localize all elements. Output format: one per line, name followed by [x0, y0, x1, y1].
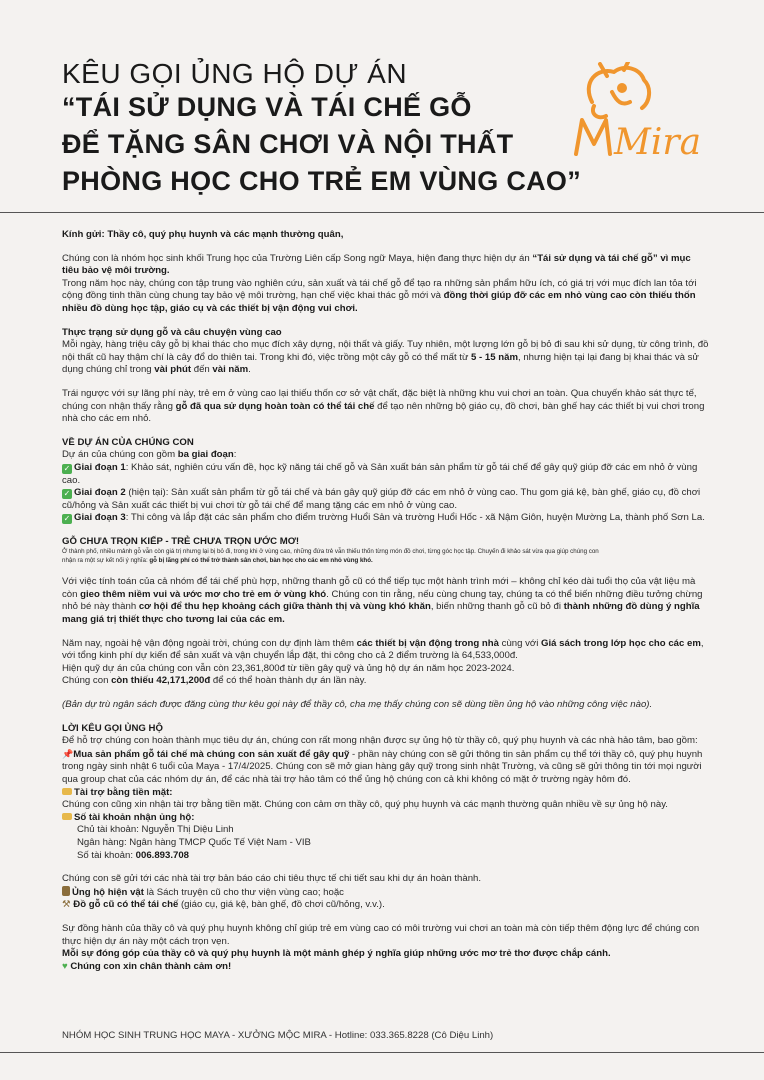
closing-1: Sự đồng hành của thầy cô và quý phụ huynh không chỉ giúp trẻ em vùng cao có môi trường vui chơi an toàn mà còn tiếp thêm động lực để chúng con thực hiện dự án này một cách trọn vẹn.	[62, 922, 700, 947]
status-title: Thực trạng sử dụng gỗ và câu chuyện vùng cao	[62, 326, 282, 338]
footer-contact: NHÓM HỌC SINH TRUNG HỌC MAYA - XƯỞNG MỘC MIRA - Hotline: 033.365.8228 (Cô Diệu Linh)	[62, 1030, 494, 1041]
wood-paragraph: Với việc tính toán của cả nhóm để tái chế phù hợp, những thanh gỗ cũ có thể tiếp tục một hành trình mới – không chỉ kéo dài tuổi thọ của vật liệu mà còn gieo thêm niềm vui và ước mơ cho trẻ em ở vùng khó. Chúng con tin rằng, nếu cùng chung tay, chúng ta có thể biến những điều tưởng chừng nhỏ bé này thành cơ hội để thu hẹp khoảng cách giữa thành thị và vùng khó khăn, biến những thanh gỗ cũ bỏ đi thành những đồ dùng ý nghĩa mang giá trị thiết thực cho tương lai của các em.	[62, 576, 703, 626]
header-title-line3: ĐỂ TẶNG SÂN CHƠI VÀ NỘI THẤT	[62, 129, 514, 159]
header-divider	[0, 212, 764, 213]
budget-paragraph-2: Hiện quỹ dự án của chúng con vẫn còn 23,361,800đ từ tiền gây quỹ và ủng hộ dự án năm học 2023-2024.	[62, 662, 515, 674]
appeal-money-title: Tài trợ bằng tiền mặt:	[62, 787, 710, 800]
header-title-line1: KÊU GỌI ỦNG HỘ DỰ ÁN	[62, 58, 408, 89]
appeal-kind: Ủng hộ hiện vật là Sách truyện cũ cho thư viện vùng cao; hoặc	[62, 886, 710, 900]
letter-body	[62, 229, 710, 973]
phase-3: ✓ Giai đoạn 3: Thi công và lắp đặt các sản phẩm cho điểm trường Huổi Sản và trường Huổi Hốc - xã Nậm Giôn, huyện Mường La, thành phố Sơn La.	[63, 512, 705, 524]
report-note: Chúng con sẽ gửi tới các nhà tài trợ bản báo cáo chi tiêu thực tế chi tiết sau khi dự án hoàn thành.	[62, 873, 482, 885]
check-icon: ✓	[63, 489, 71, 499]
intro-paragraph-2: Trong năm học này, chúng con tập trung vào nghiên cứu, sản xuất và tái chế gỗ để tạo ra những sản phẩm hữu ích, có giá trị với mục đích lan tỏa tới cộng đồng tinh thần cùng chung tay bảo vệ môi trường, hạn chế việc khai thác gỗ mới và đồng thời giúp đỡ các em nhỏ vùng cao còn thiếu thốn nhiều đồ dùng học tập, giáo cụ và các thiết bị vận động vui chơi.	[62, 277, 697, 314]
appeal-intro: Để hỗ trợ chúng con hoàn thành mục tiêu dự án, chúng con rất mong nhận được sự ủng hộ từ thầy cô, quý phụ huynh và các nhà hảo tâm, bao gồm:	[62, 735, 698, 747]
phase-2: ✓ Giai đoạn 2 (hiện tại): Sản xuất sản phẩm từ gỗ tái chế và bán gây quỹ giúp đỡ các em nhỏ ở vùng cao. Thu gom giá kệ, bàn ghế, giáo cụ, đồ chơi cũ/hỏng và Sản xuất các thiết bị vui chơi từ gỗ tái chế để mang tặng các em nhỏ ở vùng cao.	[62, 487, 701, 511]
intro-paragraph-1: Chúng con là nhóm học sinh khối Trung học của Trường Liên cấp Song ngữ Maya, hiện đang thực hiện dự án “Tái sử dụng và tái chế gỗ” vì mục tiêu bảo vệ môi trường.	[62, 252, 691, 277]
book-icon	[62, 886, 70, 896]
status-paragraph-1: Mỗi ngày, hàng triệu cây gỗ bị khai thác cho mục đích xây dựng, nội thất và giấy. Tuy nhiên, một lượng lớn gỗ bị bỏ đi sau khi sử dụng, từ công trình, đồ nội thất cũ hay thậm chí là cây đổ do thiên tai. Trong khi đó, việc trồng một cây gỗ có thể mất từ 5 - 15 năm, nhưng hiện tại lại đang bị khai thác và sử dụng chúng chỉ trong vài phút đến vài năm.	[62, 339, 709, 376]
thanks: ♥ Chúng con xin chân thành cảm ơn!	[62, 960, 232, 972]
mira-logo	[552, 62, 702, 172]
wood-tiny-line-1: Ở thành phố, nhiều mảnh gỗ vẫn còn giá trị nhưng lại bị bỏ đi, trong khi ở vùng cao, những đứa trẻ vẫn thiếu thốn từng món đồ chơi, từng góc học tập. Chuyến đi khảo sát vừa qua giúp chúng con	[62, 548, 599, 556]
header-title-line4: PHÒNG HỌC CHO TRẺ EM VÙNG CAO”	[62, 166, 582, 196]
appeal-wood: ⚒ Đồ gỗ cũ có thể tái chế (giáo cụ, giá kệ, bàn ghế, đồ chơi cũ/hỏng, v.v.).	[62, 899, 385, 911]
letter-header	[0, 0, 764, 212]
account-holder: Chủ tài khoản: Nguyễn Thị Diệu Linh	[77, 824, 234, 836]
status-paragraph-2: Trái ngược với sự lãng phí này, trẻ em ở vùng cao lại thiếu thốn cơ sở vật chất, đặc biệt là những khu vui chơi an toàn. Qua chuyến khảo sát thực tế, chúng con nhận thấy rằng gỗ đã qua sử dụng hoàn toàn có thể tái chế để tạo nên những bộ giáo cụ, đồ chơi, bàn ghế hay các thiết bị vui chơi trong nhà cho các em nhỏ.	[62, 387, 705, 425]
wood-tiny-line-2: nhận ra một sự kết nối ý nghĩa: gỗ bị lãng phí có thể trở thành sân chơi, bàn học cho các em nhỏ vùng khó.	[62, 556, 373, 564]
budget-paragraph-1: Năm nay, ngoài hệ vận động ngoài trời, chúng con dự định làm thêm các thiết bị vận động trong nhà cùng với Giá sách trong lớp học cho các em, với tổng kinh phí dự kiến để sản xuất và vận chuyển lắp đặt, thi công cho cả 2 điểm trường là 64,533,000đ.	[62, 637, 704, 662]
project-intro: Dự án của chúng con gồm ba giai đoạn:	[62, 449, 237, 461]
appeal-buy: 📌Mua sản phẩm gỗ tái chế mà chúng con sản xuất để gây quỹ - phần này chúng con sẽ gửi thông tin sản phẩm cụ thể tới thầy cô, quý phụ huynh trong ngày sinh nhật 6 tuổi của Maya - 17/4/2025. Chúng con sẽ mở gian hàng gây quỹ trong sinh nhật Trường, và cũng sẽ gửi thông tin tới mọi người qua group chat của các nhóm dự án, để các nhà tài trợ hảo tâm có thể ủng hộ chúng con cả khi không có mặt ở trường ngày hôm đó.	[62, 748, 703, 785]
pushpin-icon: 📌	[62, 748, 74, 759]
appeal-title: LỜI KÊU GỌI ỦNG HỘ	[62, 722, 163, 734]
footer-divider	[0, 1052, 764, 1053]
phase-1: ✓ Giai đoạn 1: Khảo sát, nghiên cứu vấn đề, học kỹ năng tái chế gỗ và Sản xuất bán sản phẩm từ gỗ tái chế để gây quỹ giúp đỡ các em nhỏ ở vùng cao.	[62, 461, 698, 486]
money-icon	[62, 788, 72, 795]
logo-text: Mira	[614, 122, 702, 163]
account-number: Số tài khoản: 006.893.708	[77, 849, 190, 861]
greeting: Kính gửi: Thầy cô, quý phụ huynh và các mạnh thường quân,	[62, 229, 344, 240]
closing-2: Mỗi sự đóng góp của thầy cô và quý phụ huynh là một mảnh ghép ý nghĩa giúp những ước mơ trẻ thơ được chắp cánh.	[62, 948, 611, 960]
account-bank: Ngân hàng: Ngân hàng TMCP Quốc Tế Việt Nam - VIB	[77, 836, 311, 848]
check-icon: ✓	[63, 463, 71, 473]
appeal-money-text: Chúng con cũng xin nhận tài trợ bằng tiền mặt. Chúng con cảm ơn thầy cô, quý phụ huynh và các mạnh thường quân nhiều về sự ủng hộ này.	[62, 799, 668, 811]
card-icon	[62, 813, 72, 820]
check-icon: ✓	[63, 514, 71, 524]
wood-title: GỖ CHƯA TRỌN KIẾP - TRẺ CHƯA TRỌN ƯỚC MƠ!	[62, 535, 300, 547]
budget-note: (Bản dự trù ngân sách được đăng cùng thư kêu gọi này để thầy cô, cha mẹ thấy chúng con sẽ dùng tiền ủng hộ vào những công việc nào).	[62, 699, 653, 711]
budget-paragraph-3: Chúng con còn thiếu 42,171,200đ để có thể hoàn thành dự án lần này.	[62, 675, 367, 687]
appeal-account-title: Số tài khoản nhận ủng hộ:	[62, 812, 710, 825]
project-title: VỀ DỰ ÁN CỦA CHÚNG CON	[62, 436, 194, 448]
tools-icon: ⚒	[62, 899, 71, 911]
green-heart-icon: ♥	[62, 960, 68, 972]
header-title-line2: “TÁI SỬ DỤNG VÀ TÁI CHẾ GỖ	[62, 92, 472, 122]
